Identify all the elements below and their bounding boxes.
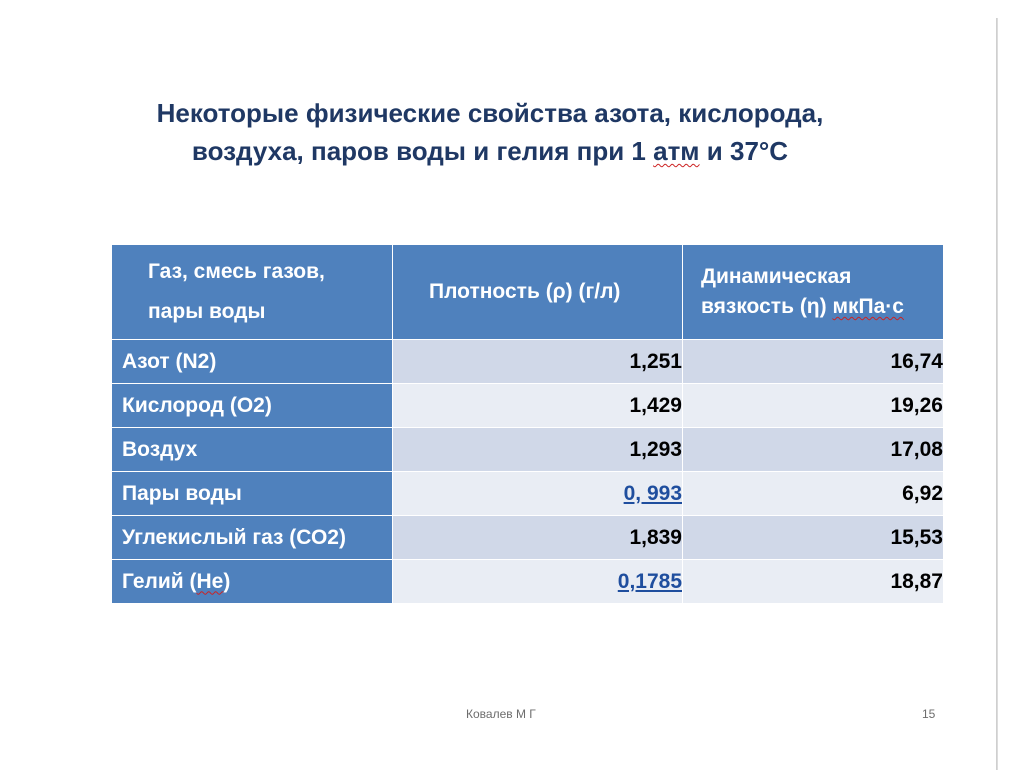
table-row xyxy=(112,384,944,428)
row-name-text: Гелий ( xyxy=(122,569,197,593)
page-number: 15 xyxy=(922,707,936,721)
slide-title xyxy=(60,94,920,170)
footer-author: Ковалев М Г xyxy=(466,707,536,721)
title-line-1: Некоторые физические свойства азота, кислорода, xyxy=(156,98,824,128)
row-viscosity: 19,26 xyxy=(683,384,944,428)
slide-edge-divider xyxy=(996,18,998,770)
row-viscosity: 6,92 xyxy=(683,472,944,516)
row-name-helium: Не xyxy=(196,569,224,593)
row-name: Азот (N2) xyxy=(112,340,393,384)
row-viscosity: 16,74 xyxy=(683,340,944,384)
table-row xyxy=(112,560,944,604)
row-density: 1,839 xyxy=(393,516,683,560)
header-gas xyxy=(112,245,393,340)
row-name-end: ) xyxy=(223,569,231,593)
title-line-2-text: воздуха, паров воды и гелия при 1 xyxy=(191,136,654,166)
header-viscosity-line-2 xyxy=(701,292,943,322)
header-density: Плотность (ρ) (г/л) xyxy=(393,245,683,340)
header-viscosity xyxy=(683,245,944,340)
row-density-link[interactable]: 0, 993 xyxy=(393,472,683,516)
row-name: Углекислый газ (СО2) xyxy=(112,516,393,560)
table-row xyxy=(112,428,944,472)
row-name: Кислород (О2) xyxy=(112,384,393,428)
row-density: 1,251 xyxy=(393,340,683,384)
header-viscosity-unit: мкПа·с xyxy=(832,295,904,318)
title-line-2-end: и 37°С xyxy=(699,136,789,166)
row-viscosity: 15,53 xyxy=(683,516,944,560)
row-density: 1,293 xyxy=(393,428,683,472)
header-viscosity-text: вязкость (η) xyxy=(701,295,833,318)
header-gas-line-1: Газ, смесь газов, xyxy=(148,260,325,283)
row-density-link[interactable]: 0,1785 xyxy=(393,560,683,604)
row-name: Воздух xyxy=(112,428,393,472)
table-row xyxy=(112,472,944,516)
table-row xyxy=(112,516,944,560)
row-viscosity: 17,08 xyxy=(683,428,944,472)
table-header-row xyxy=(112,245,944,340)
row-density: 1,429 xyxy=(393,384,683,428)
table-row xyxy=(112,340,944,384)
row-name xyxy=(112,560,393,604)
title-line-2 xyxy=(60,132,920,170)
row-viscosity: 18,87 xyxy=(683,560,944,604)
properties-table xyxy=(111,244,944,604)
row-name: Пары воды xyxy=(112,472,393,516)
header-viscosity-line-1: Динамическая xyxy=(701,265,852,288)
header-gas-line-2: пары воды xyxy=(148,300,266,323)
title-unit-atm: атм xyxy=(653,136,700,166)
